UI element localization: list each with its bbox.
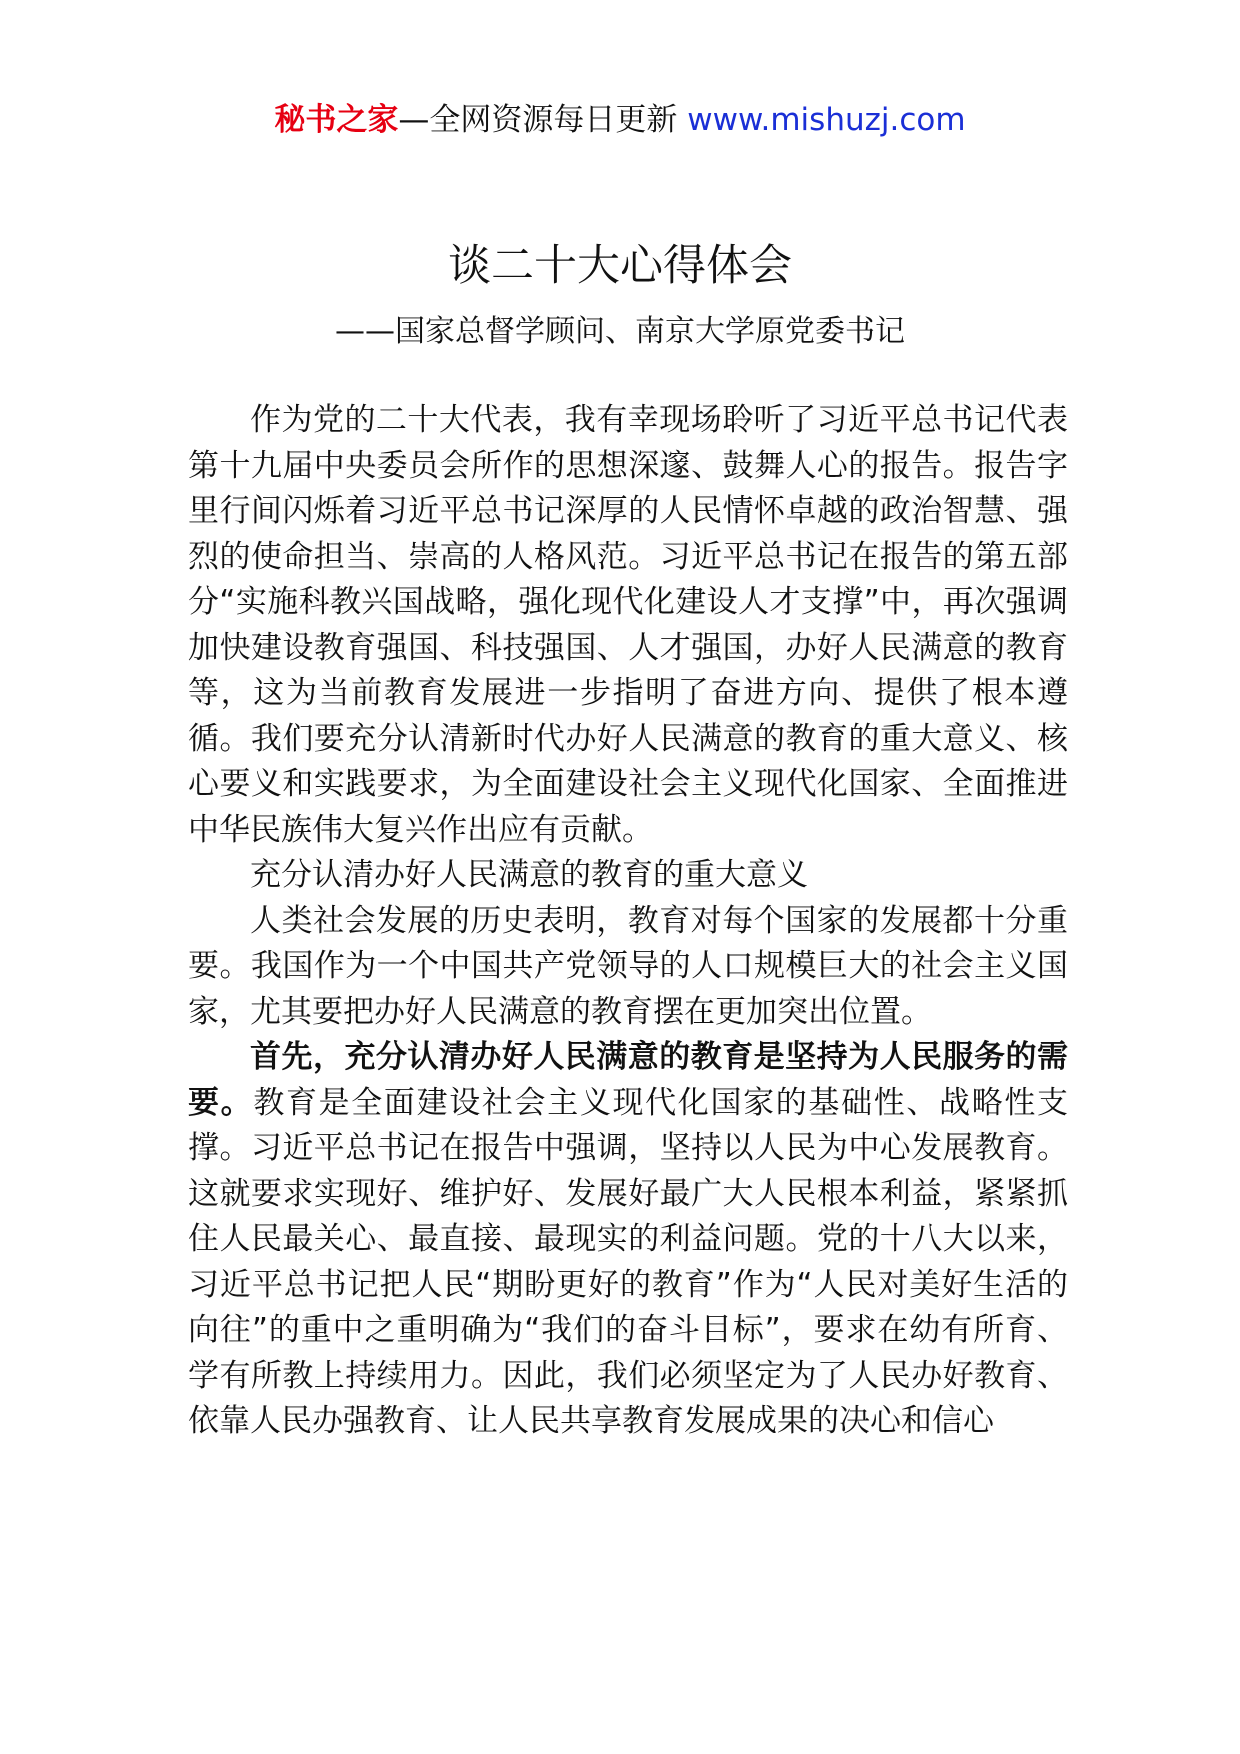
section-heading [188,853,1068,899]
brand-name: 秘书之家 [274,102,399,138]
header-tagline: —全网资源每日更新 [398,102,688,138]
section-heading-text: 充分认清办好人民满意的教育的重大意义 [250,857,808,893]
site-header [0,98,1240,142]
paragraph-intro [188,398,1068,853]
paragraph-text: 作为党的二十大代表，我有幸现场聆听了习近平总书记代表第十九届中央委员会所作的思想深邃、鼓舞人心的报告。报告字里行间闪烁着习近平总书记深厚的人民情怀卓越的政治智慧、强烈的使命担当、崇高的人格风范。习近平总书记在报告的第五部分“实施科教兴国战略，强化现代化建设人才支撑”中，再次强调加快建设教育强国、科技强国、人才强国，办好人民满意的教育等，这为当前教育发展进一步指明了奋进方向、提供了根本遵循。我们要充分认清新时代办好人民满意的教育的重大意义、核心要义和实践要求，为全面建设社会主义现代化国家、全面推进中华民族伟大复兴作出应有贡献。 [188,402,1068,848]
document-body [188,398,1068,1445]
document-subtitle: ——国家总督学顾问、南京大学原党委书记 [335,314,905,349]
paragraph-history [188,899,1068,1036]
paragraph-first-point [188,1035,1068,1445]
site-url-link[interactable]: www.mishuzj.com [687,102,966,138]
document-title: 谈二十大心得体会 [448,241,792,291]
paragraph-lead: 首先，充分认清办好人民满意的教育是坚持为人民服务的需要。 [188,1039,1068,1121]
paragraph-text: 教育是全面建设社会主义现代化国家的基础性、战略性支撑。习近平总书记在报告中强调，坚持以人民为中心发展教育。这就要求实现好、维护好、发展好最广大人民根本利益，紧紧抓住人民最关心、最直接、最现实的利益问题。党的十八大以来，习近平总书记把人民“期盼更好的教育”作为“人民对美好生活的向往”的重中之重明确为“我们的奋斗目标”，要求在幼有所育、学有所教上持续用力。因此，我们必须坚定为了人民办好教育、依靠人民办强教育、让人民共享教育发展成果的决心和信心 [188,1084,1069,1439]
paragraph-text: 人类社会发展的历史表明，教育对每个国家的发展都十分重要。我国作为一个中国共产党领导的人口规模巨大的社会主义国家，尤其要把办好人民满意的教育摆在更加突出位置。 [188,902,1068,1030]
